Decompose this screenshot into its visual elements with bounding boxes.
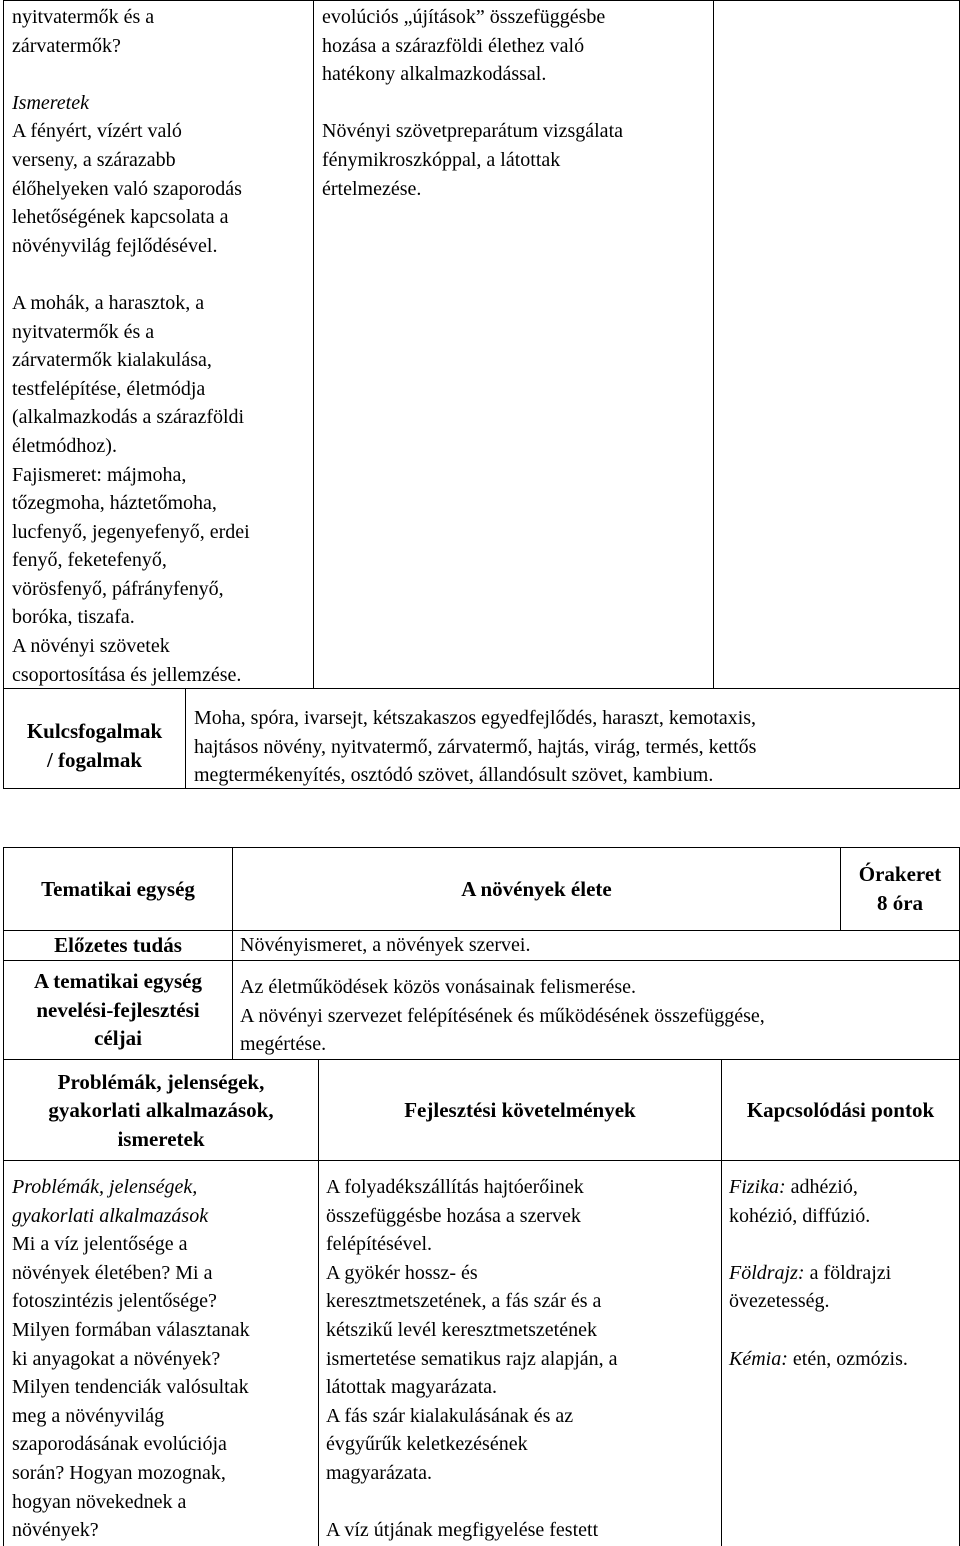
fejlesztesi-line: kétszikű levél keresztmetszetének <box>326 1318 597 1341</box>
celjai-line: A növényi szervezet felépítésének és működésének összefüggése, <box>240 1004 765 1027</box>
t1-middle-line: hozása a szárazföldi élethez való <box>322 34 585 57</box>
fejlesztesi-line: ismertetése sematikus rajz alapján, a <box>326 1347 618 1370</box>
orakeret-cell <box>841 848 959 930</box>
fejlesztesi-line: évgyűrűk keletkezésének <box>326 1433 528 1456</box>
problemak-italic-line: Problémák, jelenségek, <box>12 1176 198 1198</box>
foldrajz-line <box>729 1259 958 1288</box>
t1-border-top <box>3 0 960 1</box>
orakeret-label: Órakeret <box>858 862 942 887</box>
fizika-text: adhézió, <box>785 1176 858 1198</box>
t1-left-line: (alkalmazkodás a szárazföldi <box>12 406 245 429</box>
t1-left-line: lehetőségének kapcsolata a <box>12 206 229 229</box>
problemak-line: Mi a víz jelentősége a <box>12 1233 188 1256</box>
t1-left-line: zárvatermők? <box>12 34 121 57</box>
fizika-text-2: kohézió, diffúzió. <box>729 1204 871 1227</box>
celjai-label-line: céljai <box>94 1026 142 1051</box>
t1-left-line: tőzegmoha, háztetőmoha, <box>12 492 217 515</box>
problemak-line: fotoszintézis jelentősége? <box>12 1290 217 1313</box>
t1-left-line: lucfenyő, jegenyefenyő, erdei <box>12 520 250 543</box>
fejlesztesi-line: A folyadékszállítás hajtóerőinek <box>326 1176 584 1198</box>
fejlesztesi-line: A fás szár kialakulásának és az <box>326 1404 574 1427</box>
orakeret-value: 8 óra <box>876 891 924 915</box>
t1-middle-line: Növényi szövetpreparátum vizsgálata <box>322 120 623 143</box>
problemak-line: ki anyagokat a növények? <box>12 1347 221 1370</box>
elozetes-tudas-label: Előzetes tudás <box>54 933 182 958</box>
foldrajz-label: Földrajz: <box>729 1261 805 1284</box>
problemak-line: növények? <box>12 1519 99 1542</box>
celjai-label-line: nevelési-fejlesztési <box>36 997 200 1022</box>
kemia-label: Kémia: <box>729 1347 788 1370</box>
col-header-kapcsolodasi: Kapcsolódási pontok <box>746 1098 935 1123</box>
kulcsfogalmak-label-line: / fogalmak <box>46 747 143 772</box>
col-header-problemak-line: ismeretek <box>117 1126 205 1151</box>
t1-left-line: Fajismeret: májmoha, <box>12 463 187 486</box>
problemak-line: Milyen tendenciák valósultak <box>12 1376 249 1399</box>
celjai-line: Az életműködések közös vonásainak felismerése. <box>240 976 636 998</box>
problemak-line: során? Hogyan mozognak, <box>12 1461 226 1484</box>
kapcsolodasi-cell <box>729 1173 958 1373</box>
problemak-line: hogyan növekednek a <box>12 1490 187 1513</box>
col-header-problemak-line: gyakorlati alkalmazások, <box>48 1098 274 1123</box>
t1-left-line: boróka, tiszafa. <box>12 606 135 629</box>
problemak-line: Milyen formában választanak <box>12 1318 250 1341</box>
celjai-line: megértése. <box>240 1033 327 1056</box>
fejlesztesi-line: látottak magyarázata. <box>326 1376 498 1399</box>
t1-left-cell <box>12 3 312 689</box>
t1-middle-line: értelmezése. <box>322 177 422 200</box>
kulcsfogalmak-label-line: Kulcsfogalmak <box>26 719 163 743</box>
kulcsfogalmak-line: Moha, spóra, ivarsejt, kétszakaszos egyedfejlődés, haraszt, kemotaxis, <box>194 707 757 729</box>
problemak-line: meg a növényvilág <box>12 1404 165 1427</box>
t1-left-line: életmódhoz). <box>12 434 117 457</box>
t1-middle-cell <box>322 3 712 203</box>
kemia-text: etén, ozmózis. <box>787 1347 908 1370</box>
col-header-problemak-line: Problémák, jelenségek, <box>57 1069 265 1094</box>
fizika-line <box>729 1173 958 1202</box>
t1-left-line: fenyő, feketefenyő, <box>12 549 167 572</box>
fejlesztesi-line: összefüggésbe hozása a szervek <box>326 1204 581 1227</box>
fejlesztesi-line: A gyökér hossz- és <box>326 1261 478 1284</box>
kulcsfogalmak-line: megtermékenyítés, osztódó szövet, állandósult szövet, kambium. <box>194 764 714 787</box>
fizika-label: Fizika: <box>729 1176 786 1198</box>
kemia-line <box>729 1345 958 1374</box>
t1-left-line: növényvilág fejlődésével. <box>12 234 218 257</box>
t1-left-line: A mohák, a harasztok, a <box>12 291 205 314</box>
problemak-line: szaporodásának evolúciója <box>12 1433 227 1456</box>
fejlesztesi-line: magyarázata. <box>326 1461 433 1484</box>
unit-title: A növények élete <box>461 876 612 901</box>
fejlesztesi-line: felépítésével. <box>326 1233 433 1256</box>
col-header-fejlesztesi: Fejlesztési követelmények <box>404 1098 636 1123</box>
t1-left-line: nyitvatermők és a <box>12 320 155 343</box>
t1-border-left <box>3 0 4 789</box>
celjai-text <box>240 973 956 1059</box>
ismeretek-label: Ismeretek <box>12 91 89 114</box>
col-header-problemak <box>4 1061 318 1160</box>
t1-middle-line: evolúciós „újítások” összefüggésbe <box>322 6 606 28</box>
t1-left-line: verseny, a szárazabb <box>12 148 176 171</box>
fejlesztesi-line: A víz útjának megfigyelése festett <box>326 1519 599 1542</box>
kulcsfogalmak-label <box>4 717 185 774</box>
t1-left-line: élőhelyeken való szaporodás <box>12 177 242 200</box>
t1-middle-line: hatékony alkalmazkodással. <box>322 63 547 86</box>
tematikai-egyseg-label: Tematikai egység <box>41 876 195 901</box>
t1-left-line: nyitvatermők és a <box>12 6 155 28</box>
t1-left-line: vörösfenyő, páfrányfenyő, <box>12 577 224 600</box>
t1-col-divider-2 <box>713 0 714 689</box>
t1-col-divider-1 <box>313 0 314 689</box>
celjai-label <box>4 961 232 1059</box>
foldrajz-text: a földrajzi <box>804 1261 892 1284</box>
problemak-line: növények életében? Mi a <box>12 1261 213 1284</box>
elozetes-tudas-text: Növényismeret, a növények szervei. <box>240 934 531 956</box>
kulcsfogalmak-text <box>194 704 958 790</box>
fejlesztesi-line: keresztmetszetének, a fás szár és a <box>326 1290 602 1313</box>
t1-left-line: csoportosítása és jellemzése. <box>12 663 242 686</box>
kulcsfogalmak-line: hajtásos növény, nyitvatermő, zárvatermő, hajtás, virág, termés, kettős <box>194 735 757 758</box>
fejlesztesi-cell <box>326 1173 720 1545</box>
t2-row-line-3 <box>3 1059 960 1060</box>
t1-left-line: testfelépítése, életmódja <box>12 377 206 400</box>
t1-left-line: zárvatermők kialakulása, <box>12 349 212 372</box>
celjai-label-line: A tematikai egység <box>34 969 202 994</box>
t2-row-line-4 <box>3 1160 960 1161</box>
t1-left-line: A fényért, vízért való <box>12 120 182 143</box>
t1-middle-line: fénymikroszkóppal, a látottak <box>322 148 561 171</box>
problemak-italic-line: gyakorlati alkalmazások <box>12 1204 209 1227</box>
t1-kulcs-divider <box>185 689 186 789</box>
problemak-cell <box>12 1173 317 1545</box>
t1-left-line: A növényi szövetek <box>12 635 170 658</box>
foldrajz-text-2: övezetesség. <box>729 1290 830 1313</box>
